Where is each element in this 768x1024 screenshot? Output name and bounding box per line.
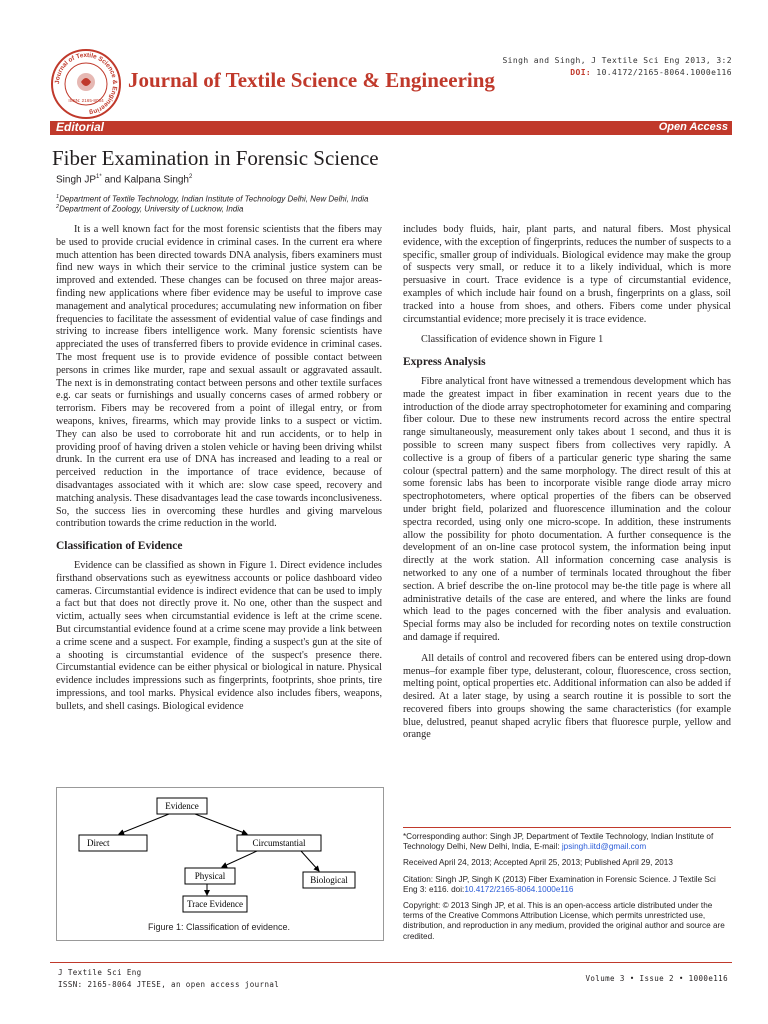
- aff-2-sup: 2: [56, 204, 60, 210]
- aff-2-text: Department of Zoology, University of Lucknow, India: [59, 204, 244, 214]
- section-banner: [50, 121, 732, 135]
- node-direct: Direct: [87, 838, 110, 848]
- doi-header: [570, 68, 732, 77]
- author-2: and Kalpana Singh: [101, 174, 189, 186]
- edge-circumstantial-physical: [222, 851, 257, 867]
- citation-doi-link[interactable]: 10.4172/2165-8064.1000e116: [464, 884, 574, 894]
- open-access-label: Open Access: [658, 121, 728, 133]
- doi-link[interactable]: 10.4172/2165-8064.1000e116: [596, 68, 732, 77]
- node-trace: Trace Evidence: [187, 899, 243, 909]
- section-label: Editorial: [56, 120, 105, 134]
- copyright: Copyright: © 2013 Singh JP, et al. This is an open-access article distributed under the terms of the Creative Commons Attribution License, which permits unrestricted use, distribution, and reproduction in any medium, provided the original author and source are credited.: [403, 901, 725, 941]
- corresponding-text: *Corresponding author: Singh JP, Department of Textile Technology, Indian Institute of Technology Delhi, New Delhi, India, E-mail:: [403, 832, 714, 852]
- author-2-sup: 2: [189, 174, 193, 180]
- node-circumstantial: Circumstantial: [252, 838, 306, 848]
- journal-logo: [50, 48, 122, 120]
- citation-header: Singh and Singh, J Textile Sci Eng 2013, 3:2: [502, 56, 732, 65]
- node-physical: Physical: [194, 871, 226, 881]
- author-1-sup: 1*: [96, 174, 102, 180]
- footer-issn: ISSN: 2165-8064 JTESE, an open access journal: [58, 980, 280, 989]
- footer-rule: [50, 962, 732, 963]
- heading-classification: Classification of Evidence: [56, 540, 183, 553]
- dates: Received April 24, 2013; Accepted April 25, 2013; Published April 29, 2013: [403, 858, 673, 868]
- aff-1-text: Department of Textile Technology, Indian Institute of Technology Delhi, New Delhi, India: [59, 194, 369, 204]
- aff-1-sup: 1: [56, 194, 60, 200]
- logo-ring-text: Journal of Textile Science & Engineering: [53, 51, 119, 116]
- paragraph-intro: It is a well known fact for the most forensic scientists that the fibers may be used to provide crucial evidence in criminal cases. In the current era where much attention has been directed towards DNA analysis, fibers examiners must find new ways in which their service to the criminal justice system can be improved and extended. These changes can be focused on three major areas-finding new applications where fiber evidence may be useful to improve case management and analytical procedures; accumulating new information on fiber frequencies to facilitate the assessment of evidential value of case findings and striving to increase fibers intelligence work. Many forensic scientists have appreciated the uses of transferred fibers to provide evidence in criminal cases. The most frequent use is to provide evidence of possible contact between persons in crimes like murder, rape and sexual assault or aggravated assault. The next is in demonstrating contact between persons and other textile surfaces e.g. car seats or furnishings and usually concerns cases of armed robbery or terrorism. Fibers may be recovered from a point of illegal entry, or from weapons, knives, firearms, which may provide links to a suspect or victim. They can also be used to corroborate hit and run accidents, or to help in providing proof of having driven a stolen vehicle or having been driving whilst drunk. In the current era use of DNA has increased and leading to a real or perceived reduction in the importance of trace evidence, because of disadvantages associated with it which are: slow case speed, recovery and matching analysis. These disadvantages lead the case towards inconclusiveness. So, the success lies in overcoming these hurdles and giving marvelous contribution towards the crime reduction in the world.: [56, 224, 382, 530]
- authors: [56, 174, 192, 185]
- footnotes: [403, 827, 731, 948]
- edge-evidence-direct: [119, 814, 169, 834]
- paragraph-classification-cont: includes body fluids, hair, plant parts, and natural fibers. Most physical evidence, with the exception of fingerprints, reduces the number of suspects to a specific, smaller group of individuals. Biological evidence may make the group of suspects very small, or reduce it to a likely individual, which is more persuasive in court. Trace evidence is a type of circumstantial evidence, examples of which include hair found on a brush, fingerprints on a glass, soil tracked into a house from shoes, and others. Fibers come under physical circumstantial evidence; more precisely it is trace evidence.: [403, 224, 731, 325]
- paragraph-express-2: All details of control and recovered fibers can be entered using drop-down menus–for example fiber type, delusterant, colour, fluorescence, cross section, melting point, optical properties etc. Additional information can also be added if desired. At a later stage, by using a search routine it is possible to sort the recovered fibers into groups showing the same characteristics (for example blue, delustred, peanut shaped acrylic fibers that fluoresce purple, yellow and orange: [403, 652, 731, 741]
- node-biological: Biological: [310, 875, 348, 885]
- left-column: [56, 224, 382, 713]
- article-title: Fiber Examination in Forensic Science: [52, 146, 379, 170]
- logo-issn: ISSN: 2165-8064: [68, 98, 104, 103]
- footnote-separator: [403, 827, 731, 828]
- edge-circumstantial-biological: [301, 851, 319, 871]
- corresponding-author: [403, 832, 731, 852]
- figure-caption: Figure 1: Classification of evidence.: [147, 922, 291, 932]
- paragraph-express-1: Fibre analytical front have witnessed a tremendous development which has made the greatest impact in fiber examination in recent years due to the introduction of the diode array spectrophotometer for examining and comparing fiber colour. Due to these new instruments record across the entire spectral range simultaneously, measurement only takes about 1 second, and thus it is possible to screen many suspect fibers from collectives very rapidly. A collective is a group of fibers of a particular generic type sharing the same colour (spectral pattern) and the same morphology. The direct result of this at some forensic labs has been to incorporate visible range diode array micro spectrophotometers, where optical properties of the fibers can be observed under bright field, polarized and fluorescence illumination and the colour spectra recorded, using only one micro-scope. In addition, these instruments allow the possibility for photo documentation. A further consequence is the development of an on-line case protocol system, the information being input directly at the work station. All information concerning case analysis is networked to any one of a number of terminals located throughout the fiber section. A brief describe the on-line protocol may be-the title page is where all administrative details of the case are entered, and where the links are found which lead to the pages concerned with the fiber analysis and evaluation. Special forms may also be included for recording notes on textile construction and damage if required.: [403, 375, 731, 643]
- affiliation-1: [56, 194, 368, 204]
- journal-title: Journal of Textile Science & Engineering: [128, 68, 495, 92]
- author-1: Singh JP: [56, 174, 97, 186]
- heading-express: Express Analysis: [403, 356, 486, 369]
- email-link[interactable]: jpsingh.iitd@gmail.com: [561, 842, 647, 852]
- node-evidence: Evidence: [165, 801, 199, 811]
- doi-label: DOI:: [570, 68, 592, 77]
- paragraph-classification: Evidence can be classified as shown in Figure 1. Direct evidence includes firsthand observations such as eyewitness accounts or police dashboard video cameras. Circumstantial evidence is indirect evidence that can be used to imply a fact but that does not directly prove it. No one, other than the suspect and victim, actually sees when circumstantial evidence is left at the crime scene. But circumstantial evidence found at a crime scene may provide a link between a crime scene and a suspect. For example, finding a suspect's gun at the site of a shooting is circumstantial evidence of the suspect's presence there. Circumstantial evidence can be either physical or biological in nature. Physical evidence includes impressions such as fingerprints, footprints, shoe prints, tire impressions, and tool marks. Physical evidence also includes fibers, weapons, bullets, and shell casings. Biological evidence: [56, 559, 382, 712]
- right-column: [403, 224, 731, 742]
- citation-text: Citation: Singh JP, Singh K (2013) Fiber Examination in Forensic Science. J Textile Sci Eng 3: e116. doi:: [403, 874, 716, 894]
- footer-volume: Volume 3 • Issue 2 • 1000e116: [585, 974, 728, 983]
- edge-evidence-circumstantial: [195, 814, 247, 834]
- footer-journal: J Textile Sci Eng: [58, 968, 142, 977]
- figure-1: [56, 787, 384, 941]
- affiliation-2: [56, 204, 243, 214]
- paragraph-figure-ref: Classification of evidence shown in Figure 1: [421, 334, 604, 346]
- citation-footnote: [403, 875, 731, 895]
